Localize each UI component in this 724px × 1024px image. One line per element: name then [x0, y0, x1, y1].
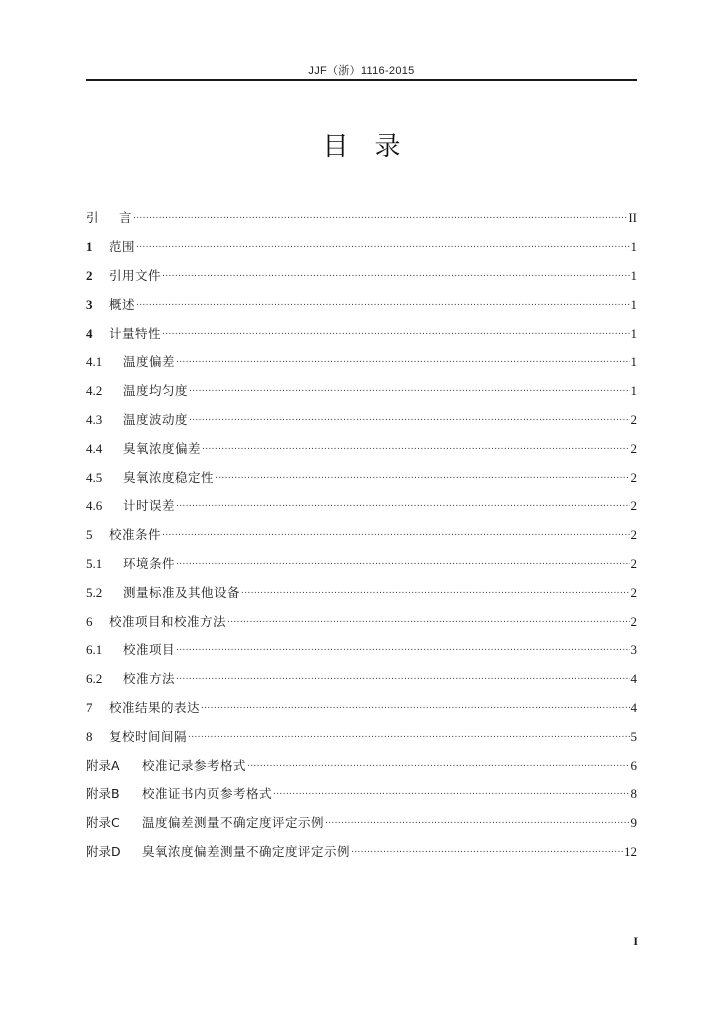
toc-entry-6[interactable]	[86, 607, 637, 636]
toc-entry-number: 4.5	[86, 469, 103, 485]
toc-entry-7[interactable]	[86, 694, 637, 723]
toc-dot-leader	[227, 615, 629, 629]
toc-entry-4-1[interactable]	[86, 348, 637, 377]
toc-entry-page: 2	[630, 469, 637, 485]
toc-entry-6-1[interactable]	[86, 636, 637, 665]
toc-dot-leader	[325, 816, 629, 830]
toc-dot-leader	[351, 845, 623, 859]
toc-entry-label: 温度偏差	[123, 354, 176, 370]
toc-entry-appendix-d[interactable]	[86, 838, 637, 867]
table-of-contents	[86, 204, 637, 866]
toc-entry-4[interactable]	[86, 319, 637, 348]
toc-entry-number: 附录B	[86, 786, 120, 802]
toc-entry-label: 复校时间间隔	[109, 728, 188, 744]
toc-entry-page: 2	[630, 584, 637, 600]
toc-entry-label: 温度偏差测量不确定度评定示例	[142, 815, 325, 831]
toc-entry-page: 2	[630, 498, 637, 514]
toc-entry-label: 计量特性	[109, 325, 162, 341]
toc-entry-page: 2	[630, 527, 637, 543]
toc-dot-leader	[201, 701, 629, 715]
toc-entry-page: 1	[630, 239, 637, 255]
toc-entry-2[interactable]	[86, 262, 637, 291]
toc-dot-leader	[136, 240, 629, 254]
toc-dot-leader	[176, 557, 629, 571]
toc-entry-label: 校准项目和校准方法	[109, 613, 227, 629]
toc-entry-number: 引	[86, 210, 99, 226]
toc-dot-leader	[162, 269, 629, 283]
page-title: 目录	[322, 132, 427, 162]
toc-entry-page: 2	[630, 411, 637, 427]
toc-entry-3[interactable]	[86, 290, 637, 319]
toc-entry-4-6[interactable]	[86, 492, 637, 521]
toc-entry-page: 12	[624, 843, 637, 859]
toc-entry-label: 校准方法	[123, 671, 176, 687]
toc-entry-label: 测量标准及其他设备	[123, 584, 241, 600]
toc-entry-page: 1	[630, 325, 637, 341]
toc-dot-leader	[188, 730, 629, 744]
toc-entry-number: 6.2	[86, 671, 103, 687]
toc-entry-number: 8	[86, 728, 93, 744]
toc-entry-number: 4.2	[86, 383, 103, 399]
toc-dot-leader	[241, 586, 629, 600]
header-rule	[86, 79, 637, 81]
toc-dot-leader	[136, 298, 629, 312]
toc-entry-label: 计时误差	[123, 498, 176, 514]
toc-dot-leader	[189, 384, 629, 398]
toc-dot-leader	[162, 528, 629, 542]
toc-entry-label: 校准记录参考格式	[142, 757, 247, 773]
toc-entry-appendix-b[interactable]	[86, 780, 637, 809]
toc-entry-page: 1	[630, 354, 637, 370]
toc-dot-leader	[176, 499, 629, 513]
toc-entry-8[interactable]	[86, 722, 637, 751]
toc-entry-number: 4.6	[86, 498, 103, 514]
toc-entry-page: 4	[630, 699, 637, 715]
toc-entry-6-2[interactable]	[86, 665, 637, 694]
toc-entry-label: 校准证书内页参考格式	[142, 786, 273, 802]
toc-dot-leader	[247, 759, 629, 773]
toc-entry-number: 5.2	[86, 584, 103, 600]
toc-dot-leader	[176, 355, 629, 369]
toc-entry-label: 臭氧浓度偏差测量不确定度评定示例	[142, 843, 351, 859]
toc-entry-label: 校准条件	[109, 527, 162, 543]
toc-entry-4-2[interactable]	[86, 377, 637, 406]
toc-entry-number: 附录D	[86, 843, 121, 859]
toc-entry-label: 环境条件	[123, 555, 176, 571]
toc-dot-leader	[176, 672, 629, 686]
toc-entry-page: 3	[630, 642, 637, 658]
toc-entry-label: 引用文件	[109, 267, 162, 283]
toc-entry-page: 1	[630, 296, 637, 312]
toc-entry-page: 1	[630, 383, 637, 399]
toc-entry-number: 5	[86, 527, 93, 543]
toc-entry-number: 3	[86, 296, 93, 312]
toc-entry-number: 7	[86, 699, 93, 715]
toc-entry-appendix-c[interactable]	[86, 809, 637, 838]
toc-entry-page: 8	[630, 786, 637, 802]
toc-entry-5-1[interactable]	[86, 550, 637, 579]
toc-entry-5-2[interactable]	[86, 578, 637, 607]
toc-entry-number: 1	[86, 239, 93, 255]
toc-entry-number: 附录A	[86, 757, 120, 773]
toc-entry-number: 4.3	[86, 411, 103, 427]
toc-entry-page: 2	[630, 613, 637, 629]
toc-entry-page: 1	[630, 267, 637, 283]
toc-entry-intro[interactable]	[86, 204, 637, 233]
toc-entry-page: 6	[630, 757, 637, 773]
toc-entry-5[interactable]	[86, 521, 637, 550]
toc-entry-number: 5.1	[86, 555, 103, 571]
toc-entry-label: 臭氧浓度稳定性	[123, 469, 215, 485]
toc-entry-label: 言	[119, 210, 133, 226]
toc-dot-leader	[202, 442, 629, 456]
toc-entry-1[interactable]	[86, 233, 637, 262]
toc-dot-leader	[189, 413, 629, 427]
toc-entry-4-5[interactable]	[86, 463, 637, 492]
toc-dot-leader	[273, 787, 629, 801]
toc-entry-page: II	[628, 210, 637, 226]
toc-entry-page: 5	[630, 728, 637, 744]
toc-dot-leader	[215, 471, 629, 485]
toc-entry-number: 6.1	[86, 642, 103, 658]
toc-entry-label: 校准结果的表达	[109, 699, 201, 715]
toc-entry-4-4[interactable]	[86, 434, 637, 463]
toc-entry-page: 2	[630, 440, 637, 456]
toc-entry-number: 4	[86, 325, 93, 341]
toc-entry-number: 6	[86, 613, 93, 629]
toc-entry-number: 4.4	[86, 440, 103, 456]
toc-entry-4-3[interactable]	[86, 406, 637, 435]
toc-entry-appendix-a[interactable]	[86, 751, 637, 780]
document-header: JJF（浙）1116-2015	[308, 65, 415, 77]
toc-entry-label: 范围	[109, 239, 136, 255]
toc-dot-leader	[176, 643, 629, 657]
toc-dot-leader	[133, 211, 627, 225]
toc-entry-page: 4	[630, 671, 637, 687]
toc-entry-label: 概述	[109, 296, 136, 312]
toc-entry-page: 2	[630, 555, 637, 571]
toc-entry-label: 校准项目	[123, 642, 176, 658]
toc-entry-page: 9	[630, 815, 637, 831]
page-number: I	[633, 934, 638, 948]
toc-dot-leader	[162, 327, 629, 341]
toc-entry-label: 温度波动度	[123, 411, 189, 427]
toc-entry-label: 温度均匀度	[123, 383, 189, 399]
toc-entry-number: 4.1	[86, 354, 103, 370]
toc-entry-number: 2	[86, 267, 93, 283]
toc-entry-label: 臭氧浓度偏差	[123, 440, 202, 456]
toc-entry-number: 附录C	[86, 815, 120, 831]
